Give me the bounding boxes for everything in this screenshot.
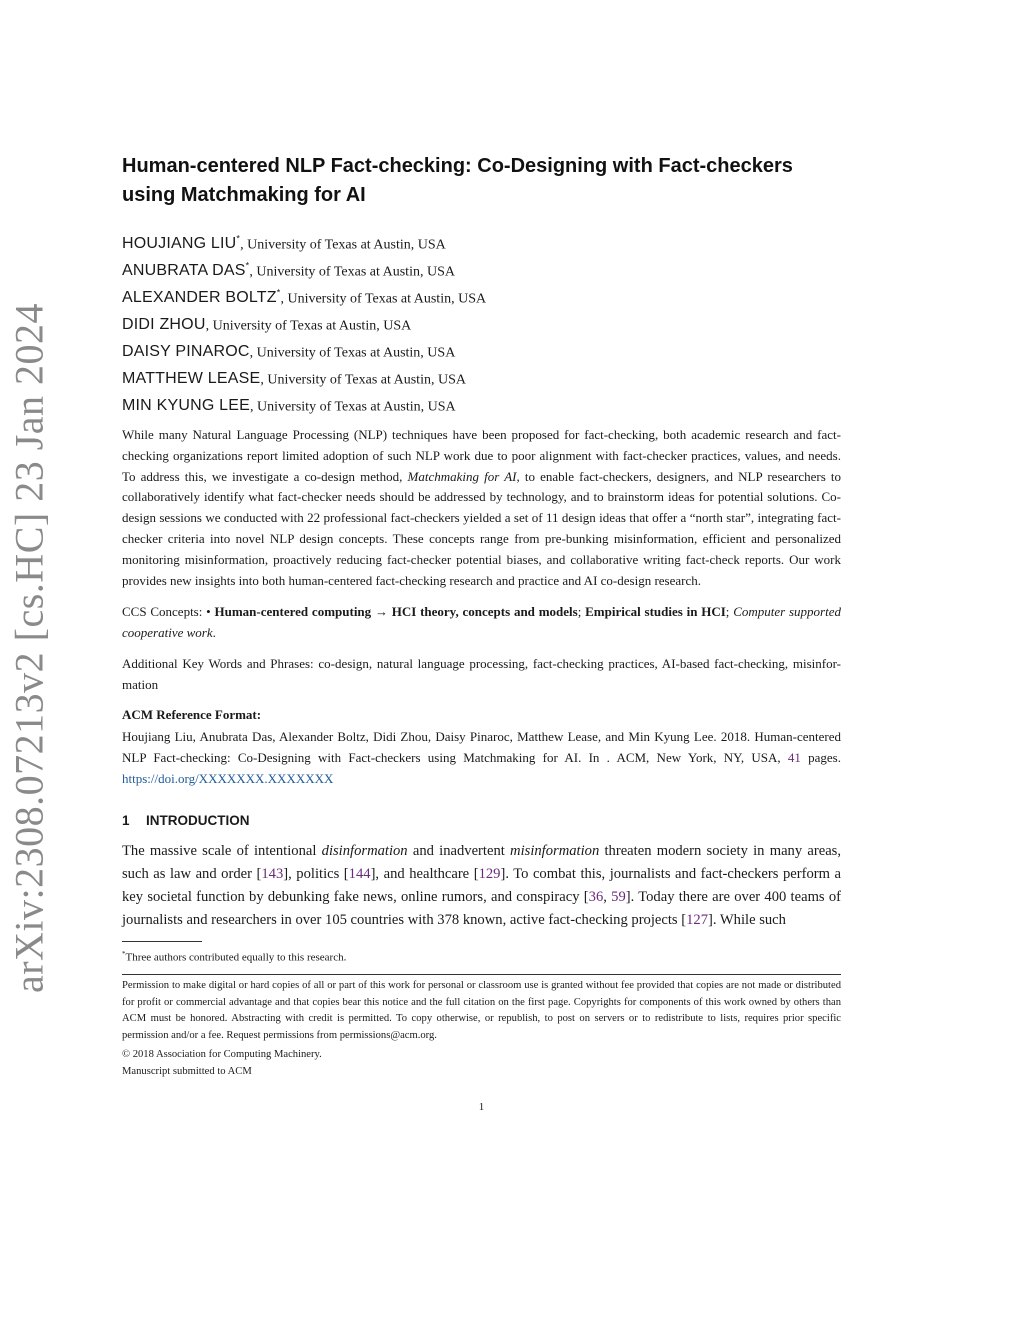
author-affiliation: , University of Texas at Austin, USA [260,372,466,388]
permission-notice: Permission to make digital or hard copies of all or part of this work for personal or classroom use is granted without fee provided that copies are not made or distributed for profit or commercial advantage and that copies bear this notice and the full citation on the first page. Copyrights for components of this work owned by others than ACM must be honored. Abstracting with credit is permitted. To copy otherwise, or republish, to post on servers or to redistribute to lists, requires prior specific permission and/or a fee. Request permissions from permissions@acm.org. [122,980,841,1041]
permission-divider [122,974,841,975]
section-number: 1 [122,813,130,828]
author-entry [122,336,841,363]
author-entry [122,363,841,390]
citation-link[interactable]: 127 [686,912,708,928]
author-entry [122,228,841,255]
acm-reference-heading: ACM Reference Format: [122,707,262,722]
citation-link[interactable]: 129 [478,866,501,882]
author-name: DAISY PINAROC [122,343,250,361]
ccs-concepts: CCS Concepts: • Human-centered computing → HCI theory, concepts and models; Empirical studies in HCI; Computer supported cooperative work. [122,604,841,640]
citation-link[interactable]: 59 [611,889,626,905]
author-affiliation: , University of Texas at Austin, USA [249,399,456,415]
citation-link[interactable]: 144 [348,866,371,882]
author-affiliation: , University of Texas at Austin, USA [249,264,455,280]
footnote: *Three authors contributed equally to this research. [122,950,347,964]
author-name: ALEXANDER BOLTZ* [122,288,281,307]
section-heading [122,813,250,828]
author-entry [122,309,841,336]
author-affiliation: , University of Texas at Austin, USA [280,291,487,307]
doi-link[interactable]: https://doi.org/XXXXXXX.XXXXXXX [122,770,334,786]
keywords: Additional Key Words and Phrases: co-design, natural language processing, fact-checking practices, AI-based fact-checking, misinfor-mation [122,656,841,692]
author-name: ANUBRATA DAS* [122,261,250,280]
equal-contribution-mark: * [236,234,241,244]
arxiv-identifier-stamp: arXiv:2308.07213v2 [cs.HC] 23 Jan 2024 [6,302,52,994]
method-name: Matchmaking for AI [407,468,517,484]
author-entry [122,282,841,309]
equal-contribution-mark: * [245,261,250,271]
author-list [122,228,841,417]
page-number: 1 [478,1101,485,1113]
paper-title: Human-centered NLP Fact-checking: Co-Designing with Fact-checkers using Matchmaking for AI [122,155,793,206]
author-name: MIN KYUNG LEE [122,397,250,415]
equal-contribution-mark: * [276,288,281,298]
manuscript-notice: Manuscript submitted to ACM [122,1066,252,1077]
author-entry [122,390,841,417]
author-entry [122,255,841,282]
page-count-link[interactable]: 41 [787,749,801,765]
citation-link[interactable]: 36 [588,889,604,905]
abstract: While many Natural Language Processing (NLP) techniques have been proposed for fact-checking, both academic research and fact-checking organizations report limited adoption of such NLP work due to poor alignment with fact-checker practices, values, and needs. To address this, we investigate a co-design method, Matchmaking for AI, to enable fact-checkers, designers, and NLP researchers to collaboratively identify what fact-checker needs should be addressed by technology, and to brainstorm ideas for potential solutions. Co-design sessions we conducted with 22 professional fact-checkers yielded a set of 11 design ideas that offer a “north star”, integrating fact-checker criteria into novel NLP design concepts. These concepts range from pre-bunking misinformation, efficient and personalized monitoring misinformation, proactively reducing fact-checker potential biases, and collaborative writing fact-check reports. Our work provides new insights into both human-centered fact-checking research and practice and AI co-design research. [122,427,842,588]
introduction-paragraph: The massive scale of intentional disinformation and inadvertent misinformation threaten modern society in many areas, such as law and order [143], politics [144], and healthcare [129]. To combat this, journalists and fact-checkers perform a key societal function by debunking fake news, online rumors, and conspiracy [36, 59]. Today there are over 400 teams of journalists and researchers in over 105 countries with 378 known, active fact-checking projects [127]. While such [122,843,842,928]
copyright-notice: © 2018 Association for Computing Machinery. [122,1049,322,1060]
author-affiliation: , University of Texas at Austin, USA [249,345,456,361]
footnote-divider [122,941,202,942]
author-name: HOUJIANG LIU* [122,234,241,253]
author-name: DIDI ZHOU [122,316,206,334]
author-affiliation: , University of Texas at Austin, USA [240,237,446,253]
acm-reference-text: Houjiang Liu, Anubrata Das, Alexander Boltz, Didi Zhou, Daisy Pinaroc, Matthew Lease, and Min Kyung Lee. 2018. Human-centered NLP Fact-checking: Co-Designing with Fact-checkers using Matchmaking for AI. In . ACM, New York, NY, USA, 41 pages. https://doi.org/XXXXXXX.XXXXXXX [122,729,841,786]
author-affiliation: , University of Texas at Austin, USA [205,318,412,334]
author-name: MATTHEW LEASE [122,370,261,388]
citation-link[interactable]: 143 [261,866,284,882]
section-title: INTRODUCTION [146,813,250,828]
